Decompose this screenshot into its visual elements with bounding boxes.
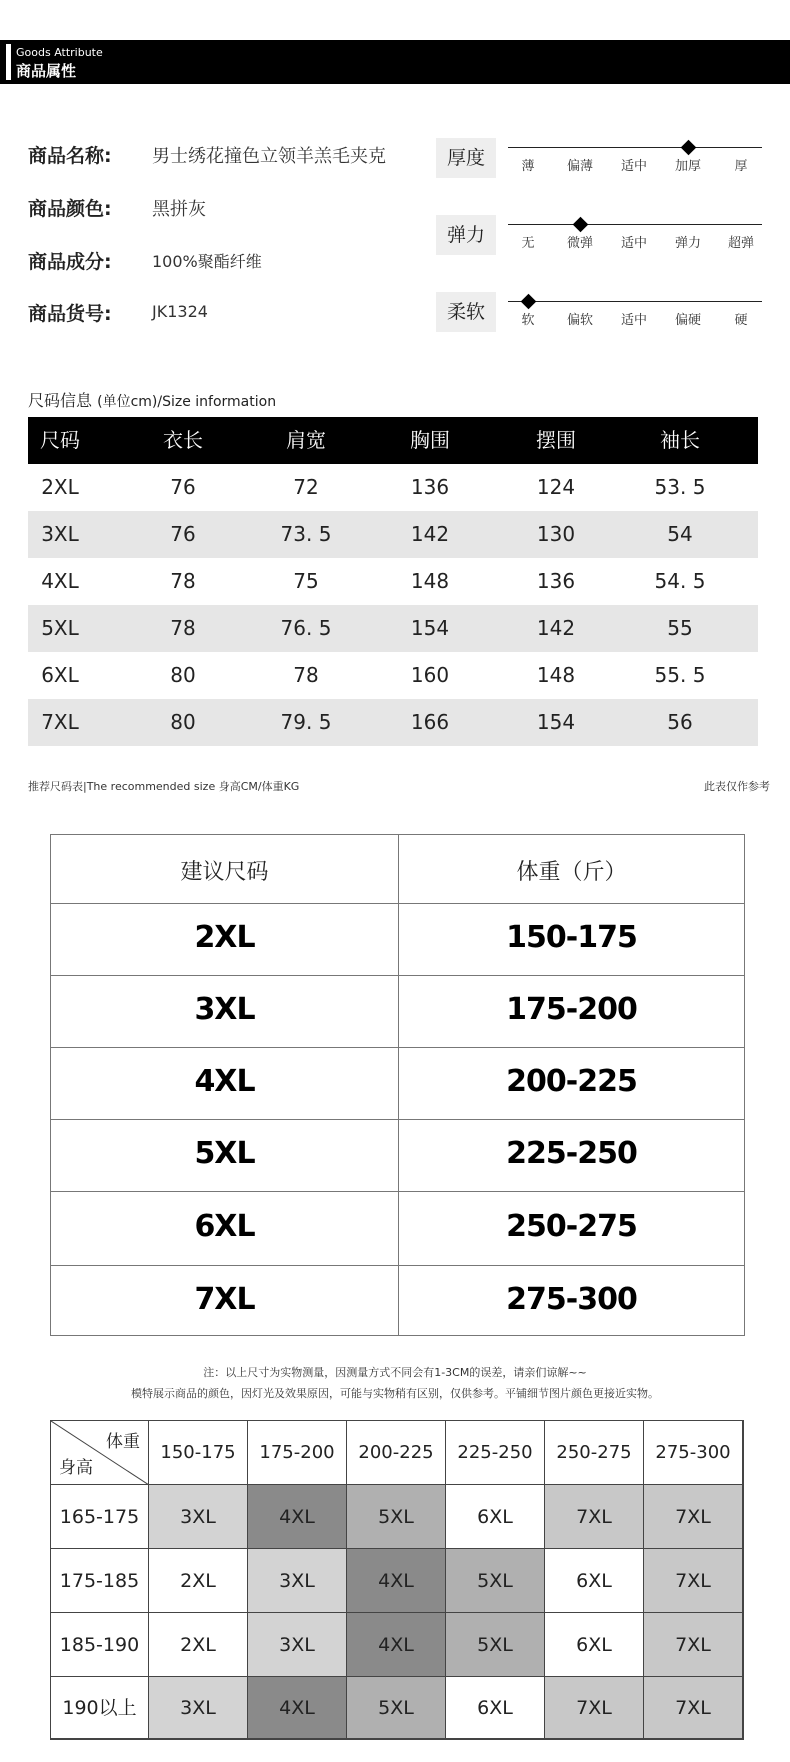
size-cell: 5XL (347, 1485, 446, 1549)
table-divider (51, 1119, 744, 1120)
table-cell: 衣长 (163, 428, 203, 452)
table-cell: 55 (667, 616, 693, 640)
table-cell: 76 (170, 475, 196, 499)
scale-track (508, 147, 762, 148)
table-divider (51, 1265, 744, 1266)
weight-column-header: 175-200 (248, 1421, 347, 1485)
height-row-header: 165-175 (51, 1485, 149, 1549)
table-header (28, 417, 758, 464)
size-table-title-cn: 尺码信息 (28, 391, 93, 410)
size-cell: 4XL (248, 1485, 347, 1549)
scale-option: 厚 (734, 159, 748, 174)
table-row (28, 652, 758, 699)
corner-weight-label: 体重 (106, 1432, 140, 1452)
table-row (28, 699, 758, 746)
size-cell: 5XL (347, 1677, 446, 1739)
table-divider (51, 903, 744, 904)
weight-column-header: 200-225 (347, 1421, 446, 1485)
scale-option: 加厚 (674, 159, 701, 174)
column-header: 体重（斤） (516, 860, 627, 885)
header-title-cn: 商品属性 (16, 62, 77, 80)
table-cell: 54 (667, 522, 693, 546)
scale-option: 无 (521, 236, 535, 251)
table-cell: 56 (667, 710, 693, 734)
size-table-subtitle: (单位cm)/Size information (97, 394, 277, 410)
weight-range: 200-225 (506, 1064, 637, 1099)
table-cell: 胸围 (410, 428, 450, 452)
attr-label-color: 商品颜色: (28, 198, 112, 220)
weight-range: 150-175 (506, 920, 637, 955)
table-cell: 142 (536, 616, 576, 640)
table-cell: 76. 5 (280, 616, 332, 640)
color-note: 模特展示商品的颜色，因灯光及效果原因，可能与实物稍有区别，仅供参考。平铺细节图片颜色更接近实物。 (131, 1387, 659, 1400)
table-cell: 148 (536, 663, 576, 687)
weight-range: 250-275 (506, 1209, 637, 1244)
table-cell: 154 (536, 710, 576, 734)
size-cell: 7XL (545, 1485, 644, 1549)
table-row (28, 605, 758, 652)
table-cell: 78 (170, 616, 196, 640)
table-cell: 79. 5 (280, 710, 332, 734)
table-cell: 80 (170, 710, 196, 734)
table-cell: 75 (293, 569, 319, 593)
table-cell: 72 (293, 475, 319, 499)
size-cell: 5XL (446, 1549, 545, 1613)
weight-column-header: 275-300 (644, 1421, 743, 1485)
measurement-note: 注：以上尺寸为实物测量，因测量方式不同会有1-3CM的误差，请亲们谅解~~ (203, 1366, 587, 1379)
header-accent-bar (6, 44, 11, 80)
height-row-header: 185-190 (51, 1613, 149, 1677)
attr-value-color: 黑拼灰 (152, 199, 206, 220)
table-cell: 76 (170, 522, 196, 546)
table-divider (51, 1047, 744, 1048)
size-cell: 4XL (248, 1677, 347, 1739)
table-cell: 166 (410, 710, 450, 734)
size-cell: 3XL (149, 1677, 248, 1739)
scale-label: 柔软 (436, 292, 496, 332)
scale-option: 适中 (620, 159, 647, 174)
height-row-header: 175-185 (51, 1549, 149, 1613)
scale-option: 偏硬 (674, 313, 701, 328)
size-cell: 5XL (446, 1613, 545, 1677)
recommended-size: 3XL (194, 992, 255, 1027)
size-table-title (28, 388, 276, 411)
recommended-caption: 推荐尺码表|The recommended size 身高CM/体重KG (28, 780, 300, 793)
scale-option: 适中 (620, 313, 647, 328)
scale-option: 薄 (521, 159, 535, 174)
size-chart-grid (50, 1420, 744, 1740)
table-cell: 4XL (41, 569, 79, 593)
header-title-en: Goods Attribute (16, 46, 103, 59)
corner-height-label: 身高 (59, 1458, 93, 1478)
table-cell: 3XL (41, 522, 79, 546)
weight-column-header: 250-275 (545, 1421, 644, 1485)
size-cell: 3XL (248, 1613, 347, 1677)
table-cell: 袖长 (660, 428, 700, 452)
table-cell: 80 (170, 663, 196, 687)
scale-option: 弹力 (674, 236, 701, 251)
table-cell: 124 (536, 475, 576, 499)
attr-value-sku: JK1324 (152, 302, 208, 321)
table-cell: 130 (536, 522, 576, 546)
scale-option: 软 (521, 313, 535, 328)
size-cell: 7XL (644, 1549, 743, 1613)
recommended-size: 6XL (194, 1209, 255, 1244)
weight-range: 225-250 (506, 1136, 637, 1171)
scale-track (508, 301, 762, 302)
recommended-size: 5XL (194, 1136, 255, 1171)
scale-option: 偏软 (566, 313, 593, 328)
size-cell: 2XL (149, 1613, 248, 1677)
table-row (28, 464, 758, 511)
recommended-size: 4XL (194, 1064, 255, 1099)
table-cell: 55. 5 (654, 663, 706, 687)
table-cell: 6XL (41, 663, 79, 687)
weight-range: 175-200 (506, 992, 637, 1027)
table-cell: 54. 5 (654, 569, 706, 593)
column-header: 建议尺码 (180, 860, 269, 885)
size-cell: 7XL (644, 1613, 743, 1677)
scale-marker (681, 140, 697, 156)
size-cell: 7XL (644, 1485, 743, 1549)
table-cell: 160 (410, 663, 450, 687)
table-cell: 73. 5 (280, 522, 332, 546)
scale-option: 偏薄 (566, 159, 593, 174)
recommended-size: 2XL (194, 920, 255, 955)
scale-option: 适中 (620, 236, 647, 251)
attr-value-material: 100%聚酯纤维 (152, 252, 262, 271)
reference-note: 此表仅作参考 (704, 780, 770, 793)
attr-label-name: 商品名称: (28, 145, 112, 167)
size-cell: 4XL (347, 1613, 446, 1677)
size-cell: 7XL (545, 1677, 644, 1739)
table-divider (51, 975, 744, 976)
recommended-size: 7XL (194, 1281, 255, 1317)
size-cell: 6XL (545, 1613, 644, 1677)
table-cell: 5XL (41, 616, 79, 640)
size-cell: 6XL (446, 1485, 545, 1549)
section-header (0, 40, 790, 84)
table-divider (51, 1191, 744, 1192)
attr-label-sku: 商品货号: (28, 303, 112, 325)
height-row-header: 190以上 (51, 1677, 149, 1739)
size-cell: 6XL (545, 1549, 644, 1613)
size-cell: 3XL (248, 1549, 347, 1613)
table-cell: 摆围 (536, 428, 576, 452)
size-cell: 2XL (149, 1549, 248, 1613)
scale-label: 厚度 (436, 138, 496, 178)
table-cell: 148 (410, 569, 450, 593)
table-cell: 78 (170, 569, 196, 593)
size-cell: 3XL (149, 1485, 248, 1549)
size-cell: 7XL (644, 1677, 743, 1739)
scale-marker (573, 217, 589, 233)
table-row (28, 511, 758, 558)
corner-cell (51, 1421, 149, 1485)
table-cell: 136 (410, 475, 450, 499)
scale-label: 弹力 (436, 215, 496, 255)
table-cell: 7XL (41, 710, 79, 734)
size-cell: 6XL (446, 1677, 545, 1739)
scale-option: 超弹 (727, 236, 754, 251)
table-cell: 肩宽 (286, 428, 326, 452)
recommended-size-table (50, 834, 745, 1336)
table-cell: 78 (293, 663, 319, 687)
table-cell: 53. 5 (654, 475, 706, 499)
table-cell: 142 (410, 522, 450, 546)
scale-track (508, 224, 762, 225)
table-cell: 154 (410, 616, 450, 640)
weight-range: 275-300 (506, 1281, 637, 1317)
attr-label-material: 商品成分: (28, 251, 112, 273)
attr-value-name: 男士绣花撞色立领羊羔毛夹克 (152, 146, 386, 167)
scale-option: 硬 (734, 313, 748, 328)
table-cell: 尺码 (40, 428, 80, 452)
scale-marker (521, 294, 537, 310)
weight-column-header: 150-175 (149, 1421, 248, 1485)
table-cell: 2XL (41, 475, 79, 499)
table-row (28, 558, 758, 605)
size-cell: 4XL (347, 1549, 446, 1613)
weight-column-header: 225-250 (446, 1421, 545, 1485)
table-cell: 136 (536, 569, 576, 593)
scale-option: 微弹 (566, 236, 593, 251)
